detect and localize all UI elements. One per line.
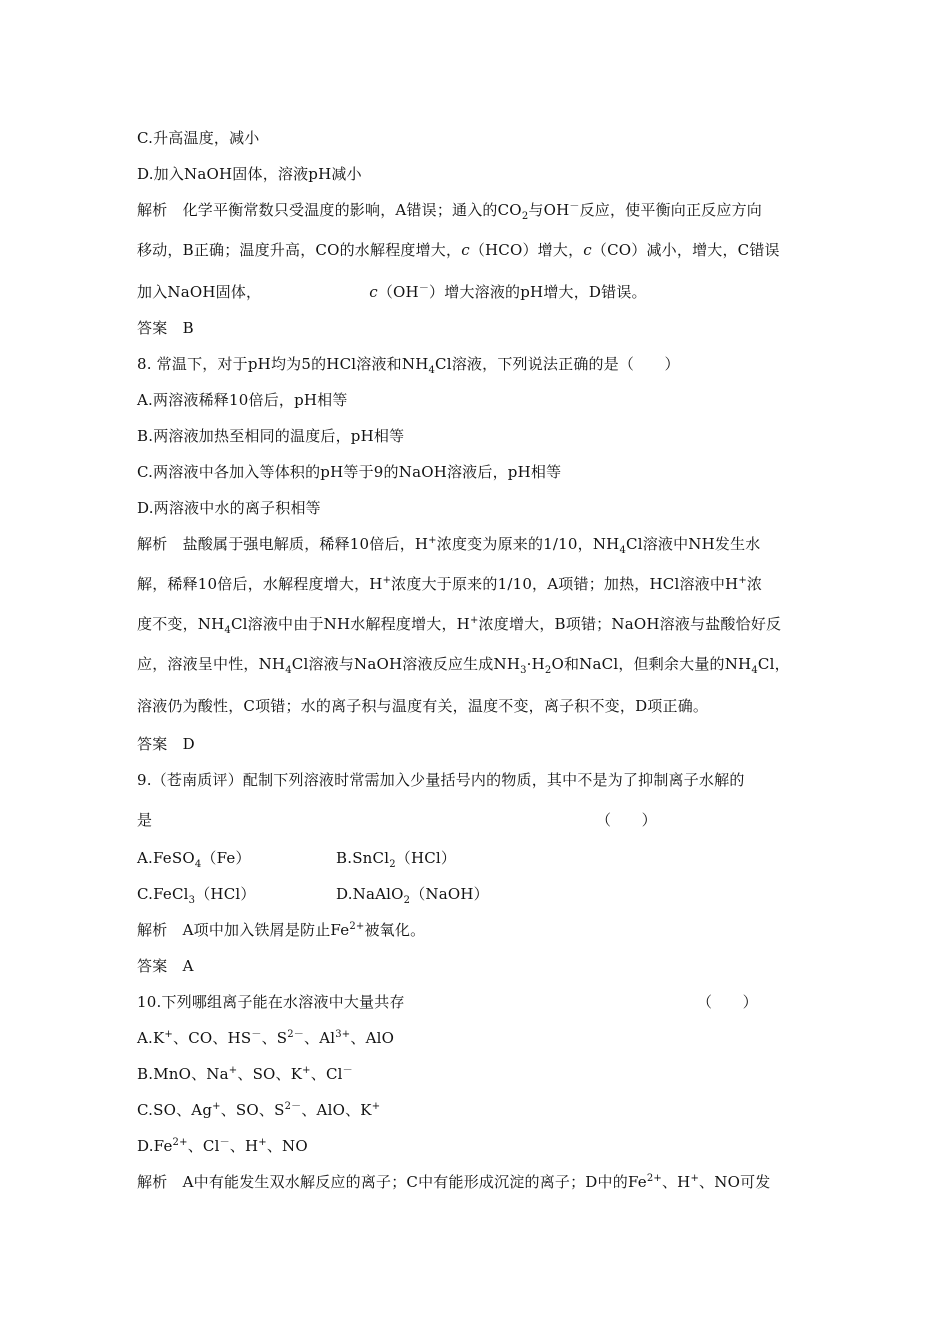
subscript: 2 [521, 211, 529, 222]
text: B.SnCl [336, 849, 390, 867]
text: 、H [229, 1137, 259, 1155]
text: （Fe） [201, 849, 251, 867]
text: B.两溶液加热至相同的温度后，pH相等 [137, 427, 405, 445]
q10-option-c [137, 1100, 380, 1120]
subscript: 4 [285, 665, 292, 676]
q9-option-c [137, 884, 256, 904]
superscript: 2+ [646, 1173, 662, 1184]
q8-option-d [137, 498, 321, 518]
text: 、SO、K [237, 1065, 303, 1083]
superscript: + [228, 1065, 238, 1076]
superscript: － [251, 1029, 262, 1040]
q7-explanation-line-1 [137, 200, 762, 220]
superscript: 2+ [349, 921, 365, 932]
text: （ ） [596, 811, 657, 829]
subscript: 4 [224, 625, 231, 636]
superscript: + [371, 1101, 381, 1112]
q10-option-b [137, 1064, 353, 1084]
superscript: + [212, 1101, 221, 1112]
text: D.NaAlO [336, 885, 404, 903]
q9-option-d [336, 884, 489, 904]
q8-stem [137, 354, 680, 374]
superscript: + [302, 1065, 311, 1076]
superscript: + [164, 1029, 174, 1040]
q7-answer [137, 318, 194, 338]
superscript: + [258, 1137, 267, 1148]
text: Cl， [757, 655, 790, 673]
text: （HCl） [195, 885, 256, 903]
q9-answer [137, 956, 194, 976]
text: ·H [526, 655, 545, 673]
subscript: 3 [520, 665, 527, 676]
text: A.两溶液稀释10倍后，pH相等 [137, 391, 348, 409]
text: 溶液仍为酸性，C项错；水的离子积与温度有关，温度不变，离子积不变，D项正确。 [137, 697, 709, 715]
text: ）增大溶液的pH增大，D错误。 [429, 283, 647, 301]
q9-stem-line-2 [137, 810, 152, 830]
text: Cl溶液与NaOH溶液反应生成NH [291, 655, 521, 673]
text: （ ） [697, 993, 758, 1011]
text: 答案 B [137, 319, 194, 337]
q9-option-a [137, 848, 251, 868]
superscript: 2－ [284, 1101, 302, 1112]
text: 应，溶液呈中性，NH [137, 655, 286, 673]
text: C.FeCl [137, 885, 189, 903]
text: 、Cl [187, 1137, 220, 1155]
text: D.Fe [137, 1137, 173, 1155]
superscript: + [469, 615, 479, 626]
q8-explanation-line-5 [137, 696, 708, 716]
text: 答案 A [137, 957, 194, 975]
text: 解析 化学平衡常数只受温度的影响，A错误；通入的CO [137, 201, 522, 219]
q10-option-a [137, 1028, 394, 1048]
text: Cl溶液中NH发生水 [626, 535, 761, 553]
text: 、CO、HS [173, 1029, 252, 1047]
text: 被氧化。 [364, 921, 426, 939]
text: 、Cl [310, 1065, 343, 1083]
superscript: + [428, 535, 437, 546]
text: 8. 常温下，对于pH均为5的HCl溶液和NH [137, 355, 429, 373]
text: c [461, 241, 470, 259]
superscript: － [342, 1065, 353, 1076]
subscript: 4 [751, 665, 758, 676]
text: D.加入NaOH固体，溶液pH减小 [137, 165, 362, 183]
text: C.两溶液中各加入等体积的pH等于9的NaOH溶液后，pH相等 [137, 463, 562, 481]
superscript: + [690, 1173, 700, 1184]
text: 浓度增大，B项错；NaOH溶液与盐酸恰好反 [478, 615, 782, 633]
text: 与OH [528, 201, 570, 219]
q9-option-b [336, 848, 456, 868]
superscript: 3+ [335, 1029, 351, 1040]
text: Cl溶液，下列说法正确的是（ ） [435, 355, 680, 373]
superscript: 2－ [287, 1029, 305, 1040]
q10-answer-blank [697, 992, 758, 1012]
q10-option-d [137, 1136, 308, 1156]
text: 浓度变为原来的1/10，NH [436, 535, 620, 553]
text: C.SO、Ag [137, 1101, 213, 1119]
text: 、AlO [350, 1029, 395, 1047]
text: 解析 A项中加入铁屑是防止Fe [137, 921, 350, 939]
text: O和NaCl，但剩余大量的NH [551, 655, 752, 673]
text: 、NO可发 [699, 1173, 771, 1191]
text: 度不变，NH [137, 615, 225, 633]
text: 、Al [304, 1029, 336, 1047]
q8-explanation-line-2 [137, 574, 762, 594]
q7-explanation-line-2 [137, 240, 780, 260]
text: 加入NaOH固体， [137, 283, 262, 301]
text: （HCO）增大， [469, 241, 584, 259]
subscript: 2 [389, 859, 396, 870]
q8-option-b [137, 426, 404, 446]
text: A.FeSO [137, 849, 195, 867]
superscript: － [219, 1137, 230, 1148]
superscript: + [382, 575, 392, 586]
text: （NaOH） [410, 885, 489, 903]
text: 10.下列哪组离子能在水溶液中大量共存 [137, 993, 405, 1011]
text: A.K [137, 1029, 165, 1047]
subscript: 4 [619, 545, 627, 556]
q8-explanation-line-3 [137, 614, 781, 634]
text: 浓 [746, 575, 763, 593]
text: 解，稀释10倍后，水解程度增大，H [137, 575, 383, 593]
text: 移动，B正确；温度升高，CO的水解程度增大， [137, 241, 462, 259]
superscript: － [569, 201, 580, 212]
q7-option-d [137, 164, 362, 184]
text: 解析 盐酸属于强电解质，稀释10倍后，H [137, 535, 429, 553]
text: B.MnO、Na [137, 1065, 229, 1083]
text: 解析 A中有能发生双水解反应的离子；C中有能形成沉淀的离子；D中的Fe [137, 1173, 647, 1191]
q9-stem-line-1 [137, 770, 745, 790]
text: 、NO [266, 1137, 308, 1155]
subscript: 2 [403, 895, 411, 906]
text: 、SO、S [220, 1101, 285, 1119]
text: 浓度大于原来的1/10，A项错；加热，HCl溶液中H [391, 575, 739, 593]
q8-option-a [137, 390, 348, 410]
subscript: 3 [188, 895, 196, 906]
text: c [369, 283, 378, 301]
superscript: 2+ [172, 1137, 188, 1148]
text: （HCl） [395, 849, 457, 867]
text: Cl溶液中由于NH水解程度增大，H [230, 615, 470, 633]
subscript: 4 [428, 365, 436, 376]
text: C.升高温度，减小 [137, 129, 260, 147]
q9-answer-blank [596, 810, 657, 830]
text: （CO）减小，增大，C错误 [591, 241, 780, 259]
text: 反应，使平衡向正反应方向 [579, 201, 762, 219]
text: 9.（苍南质评）配制下列溶液时常需加入少量括号内的物质，其中不是为了抑制离子水解的 [137, 771, 745, 789]
text: 答案 D [137, 735, 195, 753]
q8-explanation-line-4 [137, 654, 790, 674]
text: c [583, 241, 592, 259]
subscript: 4 [194, 859, 202, 870]
text: 、S [261, 1029, 288, 1047]
q8-answer [137, 734, 195, 754]
superscript: － [418, 283, 430, 294]
q8-explanation-line-1 [137, 534, 761, 554]
q9-explanation [137, 920, 425, 940]
subscript: 2 [544, 665, 552, 676]
q7-explanation-line-3 [137, 282, 647, 302]
q7-option-c [137, 128, 260, 148]
text: 是 [137, 811, 153, 829]
text: 、H [661, 1173, 691, 1191]
q10-stem [137, 992, 405, 1012]
text: D.两溶液中水的离子积相等 [137, 499, 321, 517]
text: 、AlO、K [301, 1101, 372, 1119]
q10-explanation [137, 1172, 770, 1192]
q8-option-c [137, 462, 561, 482]
superscript: + [738, 575, 747, 586]
text: （OH [377, 283, 419, 301]
